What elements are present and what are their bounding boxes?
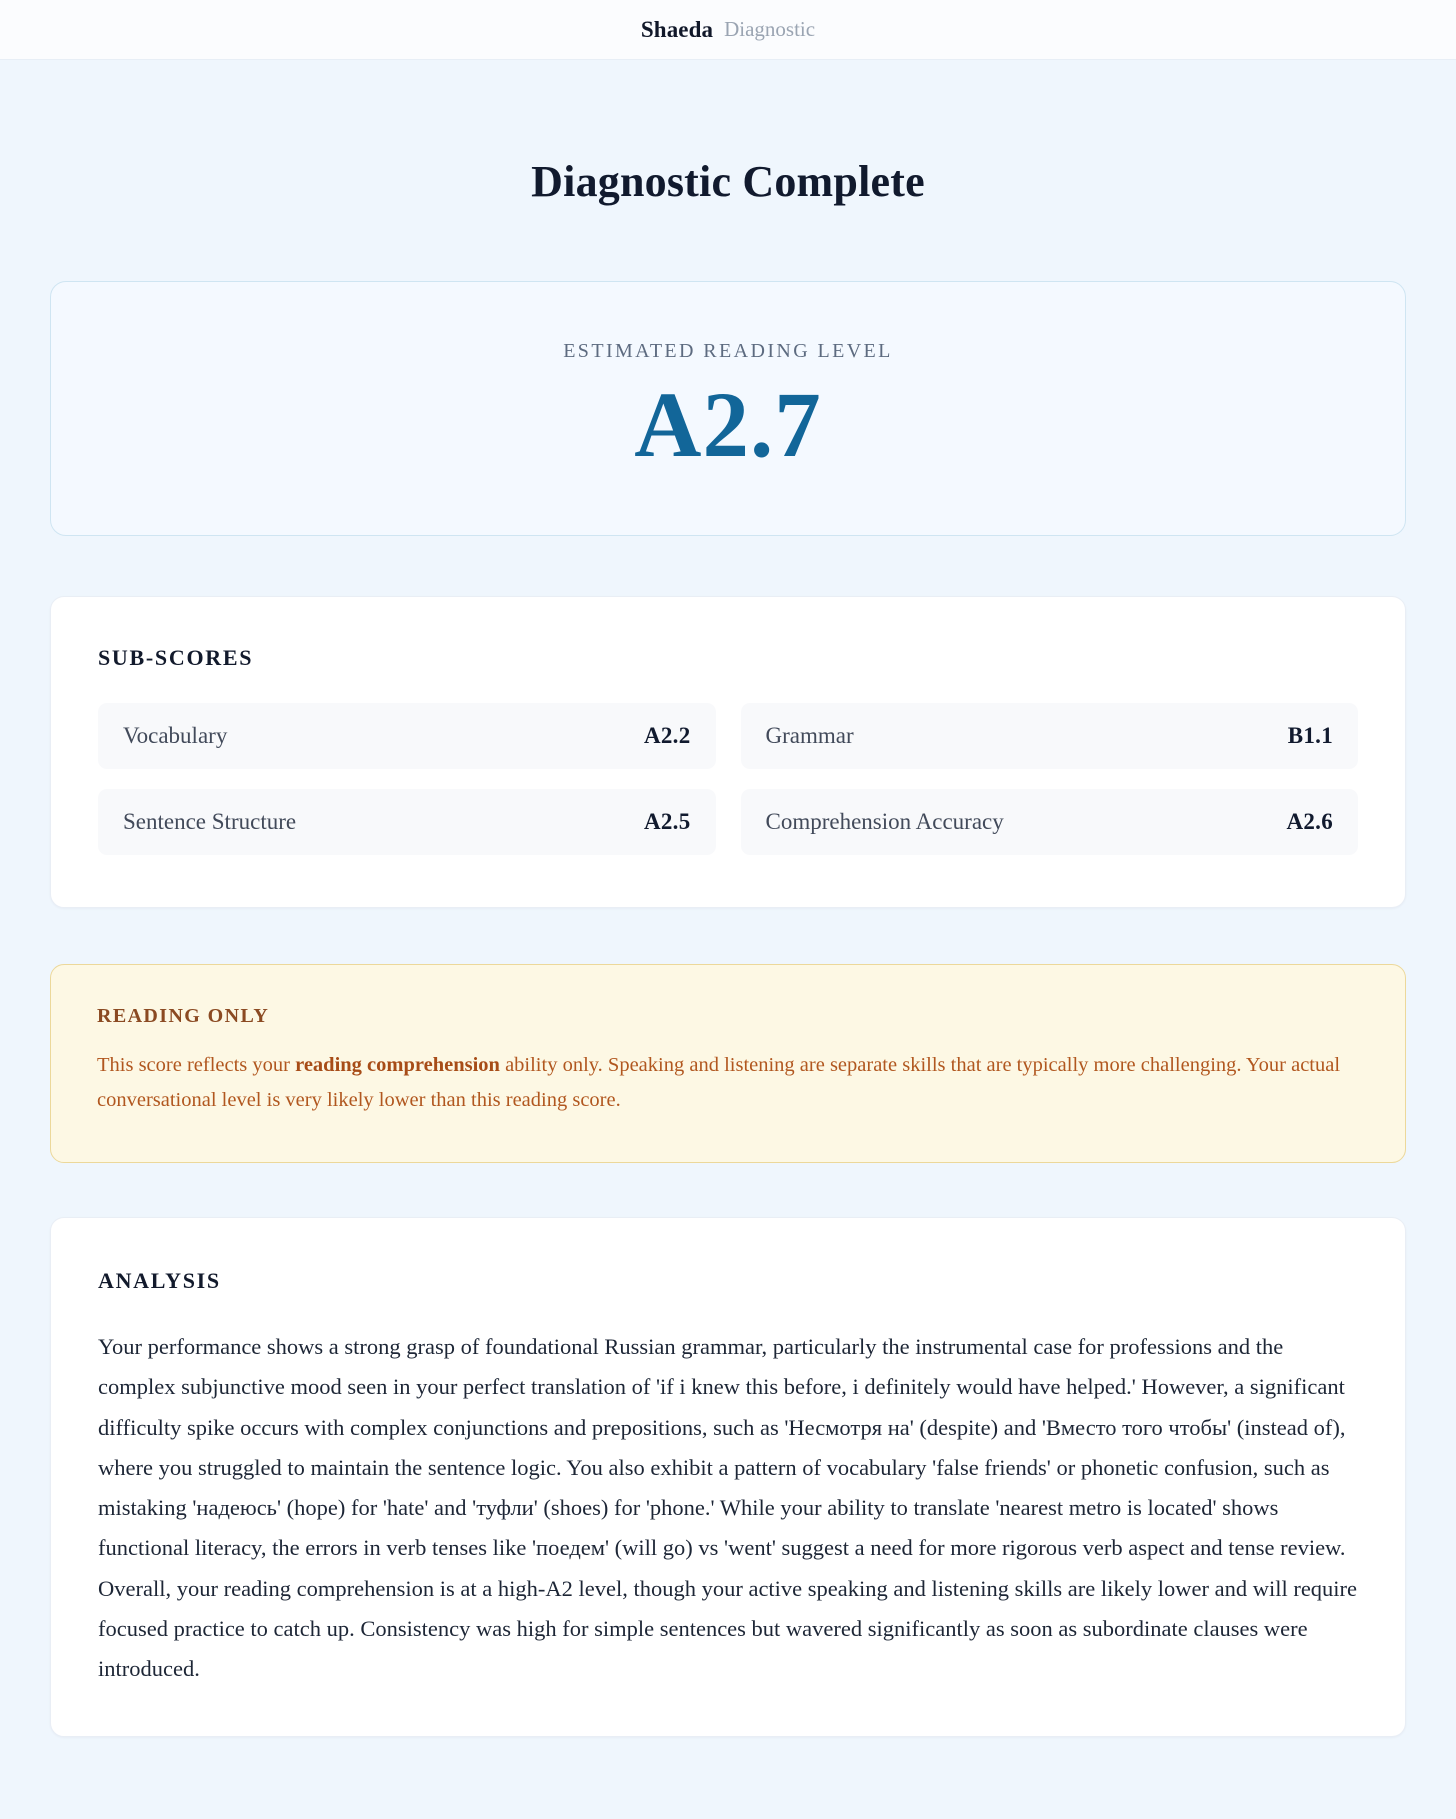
estimated-level-card bbox=[50, 281, 1406, 536]
analysis-heading: ANALYSIS bbox=[98, 1268, 221, 1294]
analysis-card bbox=[50, 1217, 1406, 1736]
app-header bbox=[0, 0, 1456, 60]
analysis-body: Your performance shows a strong grasp of foundational Russian grammar, particularly the instrumental case for professions and the complex subjunctive mood seen in your perfect translation of 'if i knew this before, i definitely would have helped.' However, a significant difficulty spike occurs with complex conjunctions and prepositions, such as 'Несмотря на' (despite) and 'Вместо того чтобы' (instead of), where you struggled to maintain the sentence logic. You also exhibit a pattern of vocabulary 'false friends' or phonetic confusion, such as mistaking 'надеюсь' (hope) for 'hate' and 'туфли' (shoes) for 'phone.' While your ability to translate 'nearest metro is located' shows functional literacy, the errors in verb tenses like 'поедем' (will go) vs 'went' suggest a need for more rigorous verb aspect and tense review. Overall, your reading comprehension is at a high-A2 level, though your active speaking and listening skills are likely lower and will require focused practice to catch up. Consistency was high for simple sentences but wavered significantly as soon as subordinate clauses were introduced. bbox=[98, 1334, 1358, 1682]
page-content bbox=[0, 60, 1456, 1819]
sub-scores-heading: SUB-SCORES bbox=[98, 644, 254, 670]
sub-scores-card bbox=[50, 596, 1406, 908]
estimated-level-score: A2.7 bbox=[634, 374, 822, 477]
sub-score-row-grammar bbox=[741, 703, 1359, 769]
sub-score-label: Grammar bbox=[765, 722, 854, 748]
sub-scores-grid bbox=[98, 703, 1358, 855]
reading-only-notice bbox=[50, 964, 1406, 1164]
sub-score-label: Comprehension Accuracy bbox=[765, 808, 1004, 834]
notice-text-emphasis: reading comprehension bbox=[295, 1053, 500, 1076]
page-title: Diagnostic Complete bbox=[531, 157, 925, 206]
estimated-level-label: ESTIMATED READING LEVEL bbox=[563, 340, 893, 362]
brand-name: Shaeda bbox=[640, 16, 714, 42]
sub-score-label: Sentence Structure bbox=[123, 808, 297, 834]
sub-score-value: A2.2 bbox=[643, 722, 691, 748]
sub-score-row-vocabulary bbox=[98, 703, 716, 769]
sub-score-value: A2.6 bbox=[1286, 808, 1333, 834]
header-section-label: Diagnostic bbox=[724, 17, 816, 41]
notice-text-before: This score reflects your bbox=[97, 1053, 296, 1076]
reading-only-body bbox=[97, 1048, 1359, 1119]
sub-score-row-sentence-structure bbox=[98, 789, 716, 855]
reading-only-title: READING ONLY bbox=[97, 1004, 270, 1027]
sub-score-label: Vocabulary bbox=[123, 722, 228, 748]
notice-text-after: ability only. Speaking and listening are separate skills that are typically more challenging. Your actual conversational level is very likely lower than this reading score. bbox=[97, 1053, 1341, 1111]
sub-score-row-comprehension-accuracy bbox=[741, 789, 1359, 855]
sub-score-value: B1.1 bbox=[1287, 722, 1333, 748]
sub-score-value: A2.5 bbox=[643, 808, 691, 834]
